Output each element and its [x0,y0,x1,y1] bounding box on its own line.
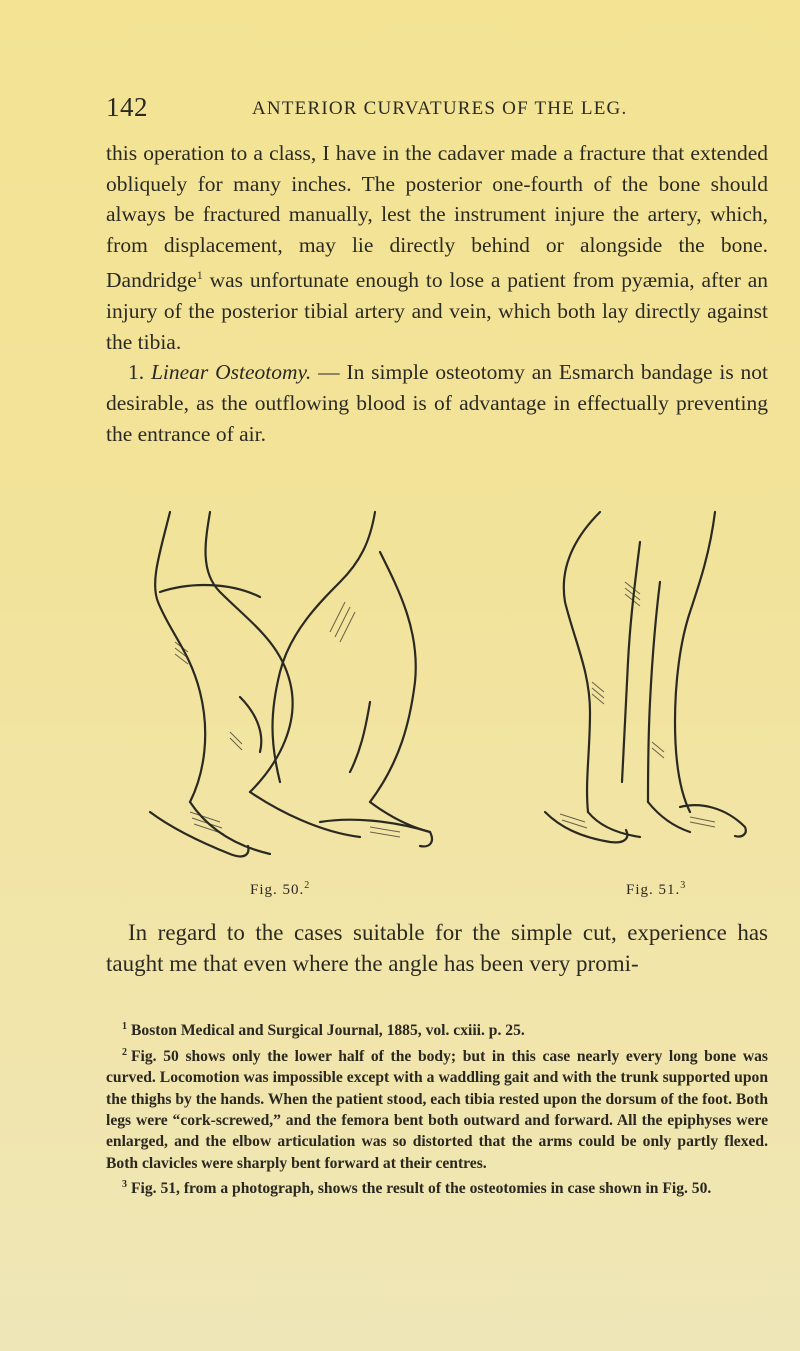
figure-50-caption: Fig. 50.$^2$ [250,880,311,898]
page-header [106,92,666,126]
figures [130,482,770,912]
footnote-2: $^2$ Fig. 50 shows only the lower half of the body; but in this case nearly every long bone was curved. Locomotion was impossible except with a waddling gait and with the trunk supported upon the thighs by the hands. When the patient stood, each tibia rested upon the dorsum of the foot. Both legs were “cork-screwed,” and the femora bent both outward and forward. All the epiphyses were enlarged, and the elbow articulation was so distorted that the arms could be only partly flexed. Both clavicles were sharply bent forward at their centres. [106,1046,768,1172]
footnote-1: $^1$ Boston Medical and Surgical Journal, 1885, vol. cxiii. p. 25. [122,1021,525,1040]
paragraph-1: this operation to a class, I have in the cadaver made a fracture that extended obliquely for many inches. The posterior one-fourth of the bone should always be fractured manually, lest the instrument injure the artery, which, from displacement, may lie directly behind or alongside the bone. Dandridge$^1$ was unfortunate enough to lose a patient from pyæmia, after an injury of the posterior tibial artery and vein, which both lay directly against the tibia. [106,141,768,354]
section-title: Linear Osteotomy. [150,360,312,385]
paragraph-2: 1. Linear Osteotomy. — In simple osteotomy an Esmarch bandage is not desirable, as the outflowing blood is of advantage in effectually preventing the entrance of air. [106,360,768,446]
curved-legs-illustration [130,482,450,882]
footnote-ref-1: 1 [196,268,203,283]
corrected-legs-illustration [530,482,770,882]
footnotes [106,1016,768,1200]
body-text [106,138,768,449]
figure-51 [530,482,770,882]
page-number: 142 [106,92,148,122]
figure-51-caption: Fig. 51.$^3$ [626,880,687,898]
paragraph-3: In regard to the cases suitable for the simple cut, experience has taught me that even where the angle has been very promi- [106,920,768,976]
figure-50 [130,482,450,882]
running-head: ANTERIOR CURVATURES OF THE LEG. [252,98,628,119]
continuing-text [106,918,768,979]
footnote-3: $^3$ Fig. 51, from a photograph, shows the result of the osteotomies in case shown in Fig. 50. [122,1179,712,1198]
